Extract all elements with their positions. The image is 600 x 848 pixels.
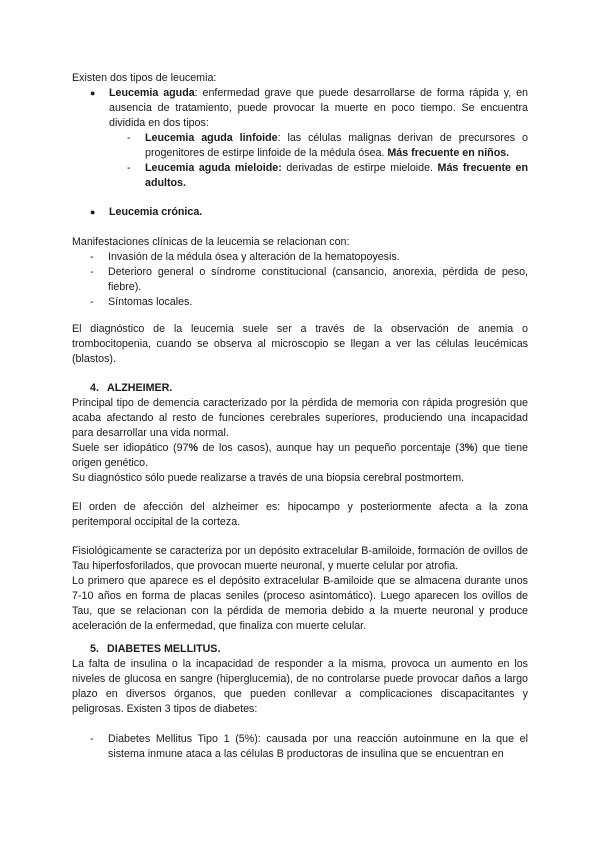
alzheimer-p6: Lo primero que aparece es el depósito extracelular B-amiloide que se almacena durante unos 7-10 años en forma de placas seniles (proceso asintomático). Luego aparecen los ovillos de Tau, que se relacionan con la pérdida de memoria debido a la muerte neuronal y produce aceleración de la enfermedad, que finaliza con muerte celular. [72, 575, 528, 632]
list-item-manifestacion: - Síntomas locales. [90, 296, 193, 308]
leucemia-cronica-list [90, 205, 528, 220]
dash-icon: - [90, 251, 94, 263]
heading-number: 4. [90, 382, 99, 394]
leucemia-intro: Existen dos tipos de leucemia: [72, 72, 217, 84]
manifestaciones-list [90, 250, 528, 310]
dash-icon: - [90, 266, 94, 278]
list-item-manifestacion: - Invasión de la médula ósea y alteración de la hematopoyesis. [90, 251, 400, 263]
alzheimer-p3: Su diagnóstico sólo puede realizarse a través de una biopsia cerebral postmortem. [72, 472, 465, 484]
alzheimer-p2: Suele ser idiopático (97% de los casos), aunque hay un pequeño porcentaje (3%) que tiene origen genético. [72, 442, 528, 469]
heading-title: ALZHEIMER. [107, 382, 173, 394]
leucemia-cronica-term: Leucemia crónica. [109, 206, 203, 218]
diabetes-types-list [90, 732, 528, 762]
bullet-icon: ● [90, 207, 96, 217]
list-item-leucemia-cronica [90, 205, 528, 220]
dash-icon: - [127, 132, 131, 144]
linfoide-term: Leucemia aguda linfoide [145, 132, 278, 144]
leucemia-diagnostico: El diagnóstico de la leucemia suele ser a través de la observación de anemia o trombocitopenia, cuando se observa al microscopio se llegan a ver las células leucémicas (blastos). [72, 323, 528, 365]
heading-number: 5. [90, 643, 99, 655]
alzheimer-p1: Principal tipo de demencia caracterizado por la pérdida de memoria con rápida progresión que acaba afectando al resto de funciones cerebrales superiores, produciendo una incapacidad para desarrollar una vida normal. [72, 397, 528, 439]
leucemia-aguda-subtypes [127, 131, 528, 191]
alzheimer-p5: Fisiológicamente se caracteriza por un depósito extracelular B-amiloide, formación de ovillos de Tau hiperfosforilados, que provocan muerte neuronal, y muerte celular por atrofia. [72, 545, 528, 572]
heading-title: DIABETES MELLITUS. [107, 643, 221, 655]
mieloide-bold: Más frecuente en adultos. [145, 162, 528, 189]
dash-icon: - [127, 162, 131, 174]
leucemia-types-list [90, 86, 528, 131]
alzheimer-p4: El orden de afección del alzheimer es: hipocampo y posteriormente afecta a la zona peritemporal occipital de la corteza. [72, 501, 528, 528]
mieloide-text: derivadas de estirpe mieloide. [281, 162, 438, 174]
leucemia-aguda-text: : enfermedad grave que puede desarrollarse de forma rápida y, en ausencia de tratamiento, puede provocar la muerte en poco tiempo. Se encuentra dividida en dos tipos: [109, 87, 528, 129]
mieloide-term: Leucemia aguda mieloide: [145, 162, 282, 174]
linfoide-text: : las células malignas derivan de precursores o progenitores de estirpe linfoide de la médula ósea. [145, 132, 528, 159]
heading-diabetes [90, 642, 220, 657]
leucemia-aguda-term: Leucemia aguda [109, 87, 195, 99]
list-item-diabetes-tipo1: - Diabetes Mellitus Tipo 1 (5%): causada por una reacción autoinmune en la que el sistema inmune ataca a las células B productoras de insulina que se encuentran en [90, 733, 528, 760]
list-item-linfoide [127, 131, 528, 161]
diabetes-p1: La falta de insulina o la incapacidad de responder a la misma, provoca un aumento en los niveles de glucosa en sangre (hiperglucemia), de no controlarse puede provocar daños a largo plazo en diversos órganos, que pueden conllevar a complicaciones discapacitantes y peligrosas. Existen 3 tipos de diabetes: [72, 658, 528, 715]
list-item-mieloide [127, 161, 528, 191]
dash-icon: - [90, 296, 94, 308]
dash-icon: - [90, 733, 94, 745]
heading-alzheimer [90, 381, 172, 396]
manifestaciones-intro: Manifestaciones clínicas de la leucemia se relacionan con: [72, 236, 350, 248]
linfoide-bold: Más frecuente en niños. [387, 147, 510, 159]
list-item-manifestacion: - Deterioro general o síndrome constitucional (cansancio, anorexia, pérdida de peso, fiebre). [90, 266, 528, 293]
list-item-leucemia-aguda [90, 86, 528, 131]
bullet-icon: ● [90, 88, 96, 98]
